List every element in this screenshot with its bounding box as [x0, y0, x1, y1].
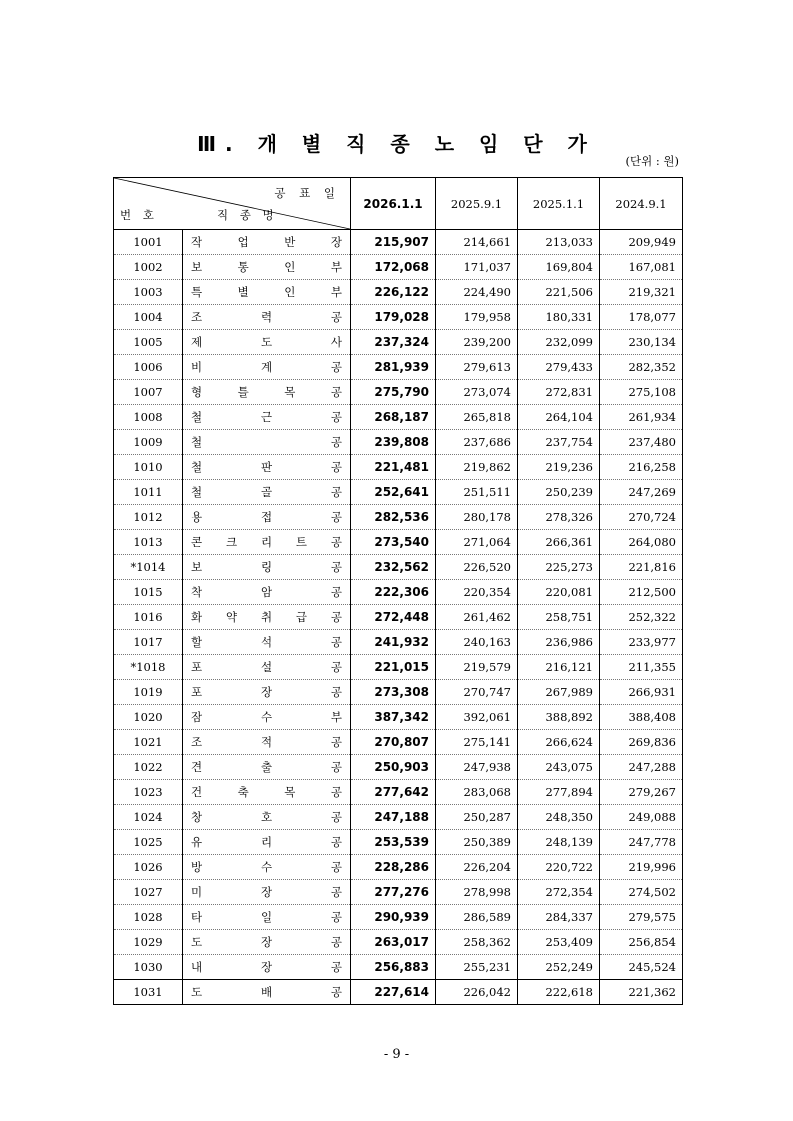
wage-value: 224,490 [436, 280, 518, 305]
wage-value: 209,949 [600, 230, 683, 255]
job-name: 철 골 공 [191, 485, 342, 499]
job-name: 방 수 공 [191, 860, 342, 874]
wage-value: 388,408 [600, 705, 683, 730]
row-number: 1022 [114, 755, 183, 780]
job-name-cell [183, 755, 351, 780]
row-number: 1010 [114, 455, 183, 480]
row-number: 1009 [114, 430, 183, 455]
table-row [114, 705, 683, 730]
wage-value: 252,641 [351, 480, 436, 505]
wage-value: 264,104 [518, 405, 600, 430]
page-number: - 9 - [383, 1047, 410, 1062]
table-row [114, 380, 683, 405]
wage-value: 220,354 [436, 580, 518, 605]
job-name-cell [183, 280, 351, 305]
wage-value: 265,818 [436, 405, 518, 430]
row-number: 1007 [114, 380, 183, 405]
wage-value: 267,989 [518, 680, 600, 705]
wage-value: 248,350 [518, 805, 600, 830]
wage-value: 239,808 [351, 430, 436, 455]
wage-value: 247,938 [436, 755, 518, 780]
job-name-cell [183, 530, 351, 555]
job-name: 조 력 공 [191, 310, 342, 324]
row-number: 1031 [114, 980, 183, 1005]
row-number: 1029 [114, 930, 183, 955]
wage-value: 280,178 [436, 505, 518, 530]
job-name-cell [183, 730, 351, 755]
wage-value: 279,613 [436, 355, 518, 380]
job-name-cell [183, 830, 351, 855]
job-name: 타 일 공 [191, 910, 342, 924]
row-number: 1013 [114, 530, 183, 555]
wage-value: 221,015 [351, 655, 436, 680]
job-name-cell [183, 680, 351, 705]
wage-value: 279,575 [600, 905, 683, 930]
job-name: 철 근 공 [191, 410, 342, 424]
wage-value: 211,355 [600, 655, 683, 680]
wage-value: 286,589 [436, 905, 518, 930]
wage-value: 392,061 [436, 705, 518, 730]
job-name: 포 설 공 [191, 660, 342, 674]
table-row [114, 630, 683, 655]
job-name-cell [183, 655, 351, 680]
wage-value: 273,308 [351, 680, 436, 705]
table-row [114, 505, 683, 530]
job-name: 포 장 공 [191, 685, 342, 699]
row-number: 1023 [114, 780, 183, 805]
wage-value: 277,276 [351, 880, 436, 905]
row-number: 1015 [114, 580, 183, 605]
job-name: 비 계 공 [191, 360, 342, 374]
table-row [114, 305, 683, 330]
wage-value: 272,354 [518, 880, 600, 905]
wage-value: 271,064 [436, 530, 518, 555]
table-row [114, 605, 683, 630]
wage-value: 232,099 [518, 330, 600, 355]
job-name-cell [183, 905, 351, 930]
job-name: 창 호 공 [191, 810, 342, 824]
job-name-cell [183, 380, 351, 405]
unit-label: (단위 : 원) [625, 154, 679, 168]
job-name-cell [183, 930, 351, 955]
wage-value: 266,931 [600, 680, 683, 705]
wage-value: 237,686 [436, 430, 518, 455]
wage-value: 236,986 [518, 630, 600, 655]
wage-value: 212,500 [600, 580, 683, 605]
job-name: 착 암 공 [191, 585, 342, 599]
wage-value: 273,540 [351, 530, 436, 555]
wage-value: 264,080 [600, 530, 683, 555]
wage-value: 243,075 [518, 755, 600, 780]
job-name-cell [183, 230, 351, 255]
wage-value: 282,536 [351, 505, 436, 530]
wage-value: 275,790 [351, 380, 436, 405]
row-number: 1016 [114, 605, 183, 630]
wage-value: 273,074 [436, 380, 518, 405]
wage-value: 172,068 [351, 255, 436, 280]
job-name-cell [183, 780, 351, 805]
row-number: 1025 [114, 830, 183, 855]
table-row [114, 905, 683, 930]
wage-value: 279,267 [600, 780, 683, 805]
table-header-row [114, 178, 683, 230]
wage-value: 282,352 [600, 355, 683, 380]
wage-value: 253,539 [351, 830, 436, 855]
wage-value: 219,996 [600, 855, 683, 880]
wage-value: 261,462 [436, 605, 518, 630]
job-name-cell [183, 630, 351, 655]
column-header-2025-1-1: 2025.1.1 [518, 178, 600, 230]
job-name: 제 도 사 [191, 335, 342, 349]
job-name: 용 접 공 [191, 510, 342, 524]
wage-value: 221,481 [351, 455, 436, 480]
table-row [114, 980, 683, 1005]
wage-value: 221,506 [518, 280, 600, 305]
wage-value: 179,958 [436, 305, 518, 330]
row-number: 1027 [114, 880, 183, 905]
job-name: 도 장 공 [191, 935, 342, 949]
wage-value: 227,614 [351, 980, 436, 1005]
number-label: 번 호 [120, 208, 158, 222]
job-name: 화 약 취 급 공 [191, 610, 342, 624]
wage-value: 250,239 [518, 480, 600, 505]
column-header-2025-9-1: 2025.9.1 [436, 178, 518, 230]
job-name: 형 틀 목 공 [191, 385, 342, 399]
wage-value: 245,524 [600, 955, 683, 980]
wage-value: 274,502 [600, 880, 683, 905]
wage-value: 279,433 [518, 355, 600, 380]
wage-value: 216,258 [600, 455, 683, 480]
wage-value: 241,932 [351, 630, 436, 655]
job-name-cell [183, 355, 351, 380]
job-name: 철 공 [191, 435, 342, 449]
table-row [114, 830, 683, 855]
wage-value: 219,862 [436, 455, 518, 480]
job-name-cell [183, 805, 351, 830]
row-number: 1019 [114, 680, 183, 705]
wage-value: 263,017 [351, 930, 436, 955]
job-name: 견 출 공 [191, 760, 342, 774]
job-name-cell [183, 480, 351, 505]
job-name-cell [183, 430, 351, 455]
job-name-cell [183, 405, 351, 430]
wage-value: 225,273 [518, 555, 600, 580]
wage-value: 247,188 [351, 805, 436, 830]
wage-value: 258,751 [518, 605, 600, 630]
row-number: 1002 [114, 255, 183, 280]
wage-value: 222,306 [351, 580, 436, 605]
table-row [114, 680, 683, 705]
wage-value: 247,288 [600, 755, 683, 780]
wage-value: 250,389 [436, 830, 518, 855]
row-number: 1001 [114, 230, 183, 255]
table-row [114, 480, 683, 505]
job-name-cell [183, 955, 351, 980]
wage-value: 275,108 [600, 380, 683, 405]
wage-value: 253,409 [518, 930, 600, 955]
wage-value: 178,077 [600, 305, 683, 330]
diagonal-header-cell [114, 178, 351, 230]
wage-value: 226,122 [351, 280, 436, 305]
row-number: 1030 [114, 955, 183, 980]
announce-date-label: 공 표 일 [274, 186, 340, 200]
job-name-cell [183, 330, 351, 355]
wage-value: 226,520 [436, 555, 518, 580]
job-name: 건 축 목 공 [191, 785, 342, 799]
table-row [114, 555, 683, 580]
wage-value: 222,618 [518, 980, 600, 1005]
wage-value: 230,134 [600, 330, 683, 355]
job-name: 내 장 공 [191, 960, 342, 974]
wage-value: 169,804 [518, 255, 600, 280]
table-row [114, 855, 683, 880]
wage-value: 221,362 [600, 980, 683, 1005]
wage-value: 215,907 [351, 230, 436, 255]
wage-value: 270,724 [600, 505, 683, 530]
wage-value: 277,642 [351, 780, 436, 805]
wage-value: 247,778 [600, 830, 683, 855]
wage-value: 278,326 [518, 505, 600, 530]
row-number: 1024 [114, 805, 183, 830]
row-number: 1012 [114, 505, 183, 530]
wage-value: 284,337 [518, 905, 600, 930]
wage-value: 249,088 [600, 805, 683, 830]
table-row [114, 805, 683, 830]
wage-value: 237,324 [351, 330, 436, 355]
job-name: 보 통 인 부 [191, 260, 342, 274]
table-row [114, 580, 683, 605]
wage-value: 268,187 [351, 405, 436, 430]
table-row [114, 280, 683, 305]
row-number: 1011 [114, 480, 183, 505]
table-row [114, 730, 683, 755]
job-name-cell [183, 705, 351, 730]
table-row [114, 755, 683, 780]
job-name: 유 리 공 [191, 835, 342, 849]
row-number: 1028 [114, 905, 183, 930]
job-name: 도 배 공 [191, 985, 342, 999]
wage-value: 261,934 [600, 405, 683, 430]
wage-value: 171,037 [436, 255, 518, 280]
job-name-cell [183, 880, 351, 905]
job-name-cell [183, 605, 351, 630]
table-row [114, 530, 683, 555]
wage-value: 216,121 [518, 655, 600, 680]
wage-value: 247,269 [600, 480, 683, 505]
wage-value: 179,028 [351, 305, 436, 330]
table-row [114, 355, 683, 380]
row-number: 1021 [114, 730, 183, 755]
wage-value: 213,033 [518, 230, 600, 255]
job-name: 작 업 반 장 [191, 235, 342, 249]
column-header-2024-9-1: 2024.9.1 [600, 178, 683, 230]
table-row [114, 780, 683, 805]
wage-value: 252,249 [518, 955, 600, 980]
wage-value: 219,579 [436, 655, 518, 680]
job-name: 콘 크 리 트 공 [191, 535, 342, 549]
table-row [114, 330, 683, 355]
wage-value: 214,661 [436, 230, 518, 255]
wage-value: 255,231 [436, 955, 518, 980]
wage-value: 250,287 [436, 805, 518, 830]
table-row [114, 255, 683, 280]
job-name-cell [183, 980, 351, 1005]
wage-value: 266,361 [518, 530, 600, 555]
wage-value: 237,754 [518, 430, 600, 455]
wage-value: 277,894 [518, 780, 600, 805]
wage-value: 256,883 [351, 955, 436, 980]
wage-value: 388,892 [518, 705, 600, 730]
wage-value: 232,562 [351, 555, 436, 580]
column-header-2026-1-1: 2026.1.1 [351, 178, 436, 230]
table-row [114, 455, 683, 480]
wage-value: 387,342 [351, 705, 436, 730]
job-name: 할 석 공 [191, 635, 342, 649]
job-name: 보 링 공 [191, 560, 342, 574]
row-number: 1003 [114, 280, 183, 305]
wage-value: 252,322 [600, 605, 683, 630]
wage-value: 283,068 [436, 780, 518, 805]
job-name-label: 직 종 명 [217, 208, 278, 222]
job-name-cell [183, 255, 351, 280]
page-title: Ⅲ. 개 별 직 종 노 임 단 가 [197, 132, 596, 156]
job-name-cell [183, 505, 351, 530]
table-row [114, 405, 683, 430]
table-row [114, 955, 683, 980]
wage-value: 226,042 [436, 980, 518, 1005]
wage-value: 180,331 [518, 305, 600, 330]
wage-value: 239,200 [436, 330, 518, 355]
wage-value: 167,081 [600, 255, 683, 280]
wage-value: 281,939 [351, 355, 436, 380]
table-row [114, 880, 683, 905]
wage-value: 258,362 [436, 930, 518, 955]
job-name: 특 별 인 부 [191, 285, 342, 299]
wage-value: 278,998 [436, 880, 518, 905]
wage-value: 250,903 [351, 755, 436, 780]
row-number: *1018 [114, 655, 183, 680]
wage-value: 219,236 [518, 455, 600, 480]
row-number: 1020 [114, 705, 183, 730]
job-name: 조 적 공 [191, 735, 342, 749]
wage-value: 220,722 [518, 855, 600, 880]
wage-value: 220,081 [518, 580, 600, 605]
wage-value: 219,321 [600, 280, 683, 305]
row-number: 1008 [114, 405, 183, 430]
wage-value: 275,141 [436, 730, 518, 755]
wage-value: 221,816 [600, 555, 683, 580]
table-row [114, 430, 683, 455]
wage-value: 248,139 [518, 830, 600, 855]
wage-value: 290,939 [351, 905, 436, 930]
job-name: 미 장 공 [191, 885, 342, 899]
wage-value: 270,807 [351, 730, 436, 755]
job-name: 잠 수 부 [191, 710, 342, 724]
wage-value: 266,624 [518, 730, 600, 755]
job-name-cell [183, 580, 351, 605]
table-row [114, 655, 683, 680]
job-name-cell [183, 555, 351, 580]
wage-value: 272,448 [351, 605, 436, 630]
job-name-cell [183, 855, 351, 880]
job-name-cell [183, 305, 351, 330]
row-number: 1005 [114, 330, 183, 355]
row-number: 1006 [114, 355, 183, 380]
wage-table [113, 177, 683, 1005]
job-name: 철 판 공 [191, 460, 342, 474]
wage-value: 226,204 [436, 855, 518, 880]
table-row [114, 230, 683, 255]
wage-value: 237,480 [600, 430, 683, 455]
wage-value: 233,977 [600, 630, 683, 655]
wage-value: 240,163 [436, 630, 518, 655]
row-number: 1004 [114, 305, 183, 330]
wage-value: 251,511 [436, 480, 518, 505]
wage-value: 256,854 [600, 930, 683, 955]
wage-value: 228,286 [351, 855, 436, 880]
job-name-cell [183, 455, 351, 480]
wage-value: 269,836 [600, 730, 683, 755]
wage-value: 272,831 [518, 380, 600, 405]
wage-value: 270,747 [436, 680, 518, 705]
table-row [114, 930, 683, 955]
row-number: 1026 [114, 855, 183, 880]
row-number: *1014 [114, 555, 183, 580]
row-number: 1017 [114, 630, 183, 655]
